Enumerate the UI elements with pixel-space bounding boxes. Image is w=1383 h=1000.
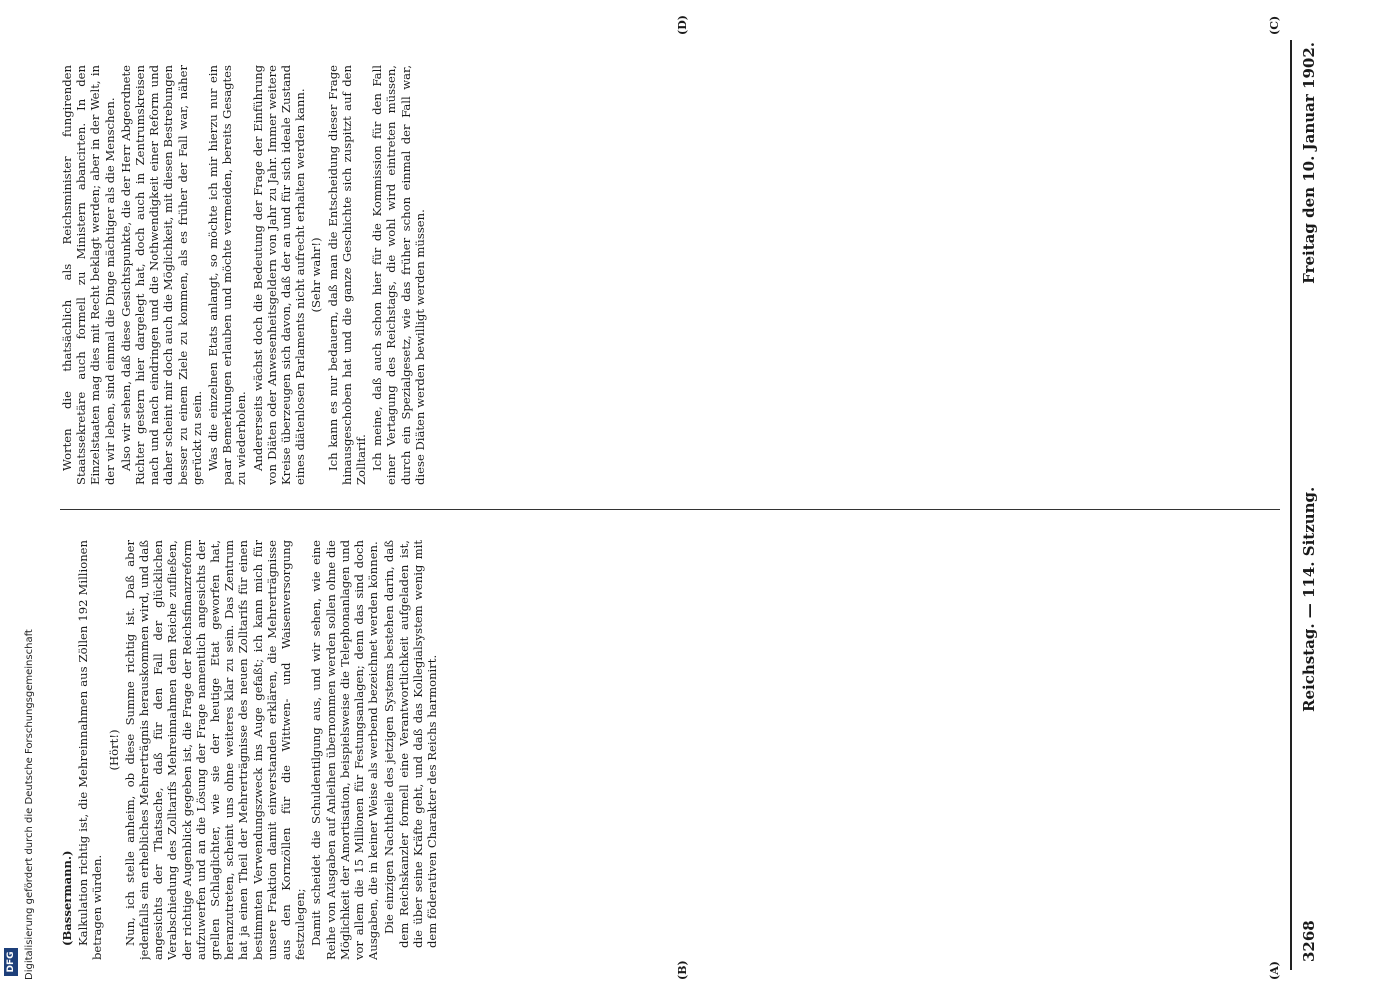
margin-letter-b: (B) (676, 960, 689, 980)
body-paragraph: Ich meine, daß auch schon hier für die Kommission für den Fall einer Vertagung des Reichstags, die wohl wird eintreten müssen, durch ein Spezialgesetz, wie das früher schon einmal der Fall war, diese Diäten werden bewilligt werden müssen. (370, 65, 427, 485)
digitization-credit: Digitalisierung gefördert durch die Deutsche Forschungsgemeinschaft (24, 629, 35, 980)
body-paragraph: Worten die thatsächlich als Reichsminister fungirenden Staatssekretäre auch formell zu Ministern abancirten. In den Einzelstaaten mag dies mit Recht beklagt werden; aber in der Welt, in der wir leben, sind einmal die Dinge mächtiger als die Menschen. (60, 65, 117, 485)
body-paragraph: Was die einzelnen Etats anlangt, so möchte ich mir hierzu nur ein paar Bemerkungen erlauben und möchte vermeiden, bereits Gesagtes zu wiederholen. (206, 65, 249, 485)
dfg-logo: DFG (4, 948, 18, 976)
column-divider (60, 509, 1280, 510)
page-number: 3268 (1300, 920, 1318, 962)
session-title: Reichstag. — 114. Sitzung. (1300, 486, 1318, 712)
speaker-name: (Bassermann.) (60, 850, 74, 946)
quoted-passage: Die einzigen Nachtheile des jetzigen Systems bestehen darin, daß dem Reichskanzler formell eine Verantwortlichkeit aufgeladen ist, die über seine Kräfte geht, und daß das Kollegialsystem wenig mit dem föderativen Charakter des Reichs harmonirt. (382, 540, 440, 948)
body-paragraph: Damit scheidet die Schuldentilgung aus, und wir sehen, wie eine Reihe von Ausgaben auf Anleihen übernommen werden sollen ohne die Möglichkeit der Amortisation, beispielsweise die Telephonanlagen und vor allem die 15 Millionen für Festungsanlagen; denn das sind doch Ausgaben, die in keiner Weise als werbend bezeichnet werden können. (309, 540, 381, 960)
body-paragraph: Nun, ich stelle anheim, ob diese Summe richtig ist. Daß aber jedenfalls ein erhebliches Mehrerträgnis herauskommen wird, und daß angesichts der Thatsache, daß für den Fall der glücklichen Verabschiedung des Zolltarifs Mehreinnahmen dem Reiche zufließen, der richtige Augenblick gegeben ist, die Frage der Reichsfinanzreform aufzuwerfen und an die Lösung der Frage namentlich angesichts der grellen Schlaglichter, wie sie der heutige Etat geworfen hat, heranzutreten, scheint uns ohne weiteres klar zu sein. Das Zentrum hat ja einen Theil der Mehrerträgnisse des neuen Zolltarifs für einen bestimmten Verwendungszweck ins Auge gefaßt; ich kann mich für unsere Fraktion damit einverstanden erklären, die Mehrerträgnisse aus den Kornzöllen für die Wittwen- und Waisenversorgung festzulegen; (122, 540, 308, 960)
header-rule (1290, 40, 1292, 970)
session-date: Freitag den 10. Januar 1902. (1300, 42, 1318, 284)
interjection: (Hört!) (106, 729, 121, 771)
body-paragraph: Ich kann es nur bedauern, daß man die Entscheidung dieser Frage hinausgeschoben hat und die ganze Geschichte sich zuspitzt auf den Zolltarif. (325, 65, 369, 485)
body-paragraph: Also wir sehen, daß diese Gesichtspunkte, die der Herr Abgeordnete Richter gestern hier dargelegt hat, doch auch in Zentrumskreisen nach und nach eindringen und die Nothwendigkeit einer Reform und daher scheint mir doch auch die Möglichkeit, mit diesen Bestrebungen besser zu einem Ziele zu kommen, als es früher der Fall war, näher gerückt zu sein. (118, 65, 204, 485)
margin-letter-c: (C) (1268, 15, 1281, 35)
right-column (60, 65, 1280, 485)
margin-letter-d: (D) (676, 15, 689, 35)
margin-letter-a: (A) (1268, 961, 1281, 980)
interjection: (Sehr wahr!) (309, 237, 324, 313)
intro-paragraph: Kalkulation richtig ist, die Mehreinnahmen aus Zöllen 192 Millionen betragen würden. (76, 540, 105, 960)
page-header (1300, 42, 1322, 962)
left-column (60, 540, 1280, 960)
body-paragraph: Andererseits wächst doch die Bedeutung der Frage der Einführung von Diäten oder Anwesenheitsgeldern von Jahr zu Jahr. Immer weitere Kreise überzeugen sich davon, daß der an und für sich ideale Zustand eines diätenlosen Parlaments nicht aufrecht erhalten werden kann. (250, 65, 308, 485)
